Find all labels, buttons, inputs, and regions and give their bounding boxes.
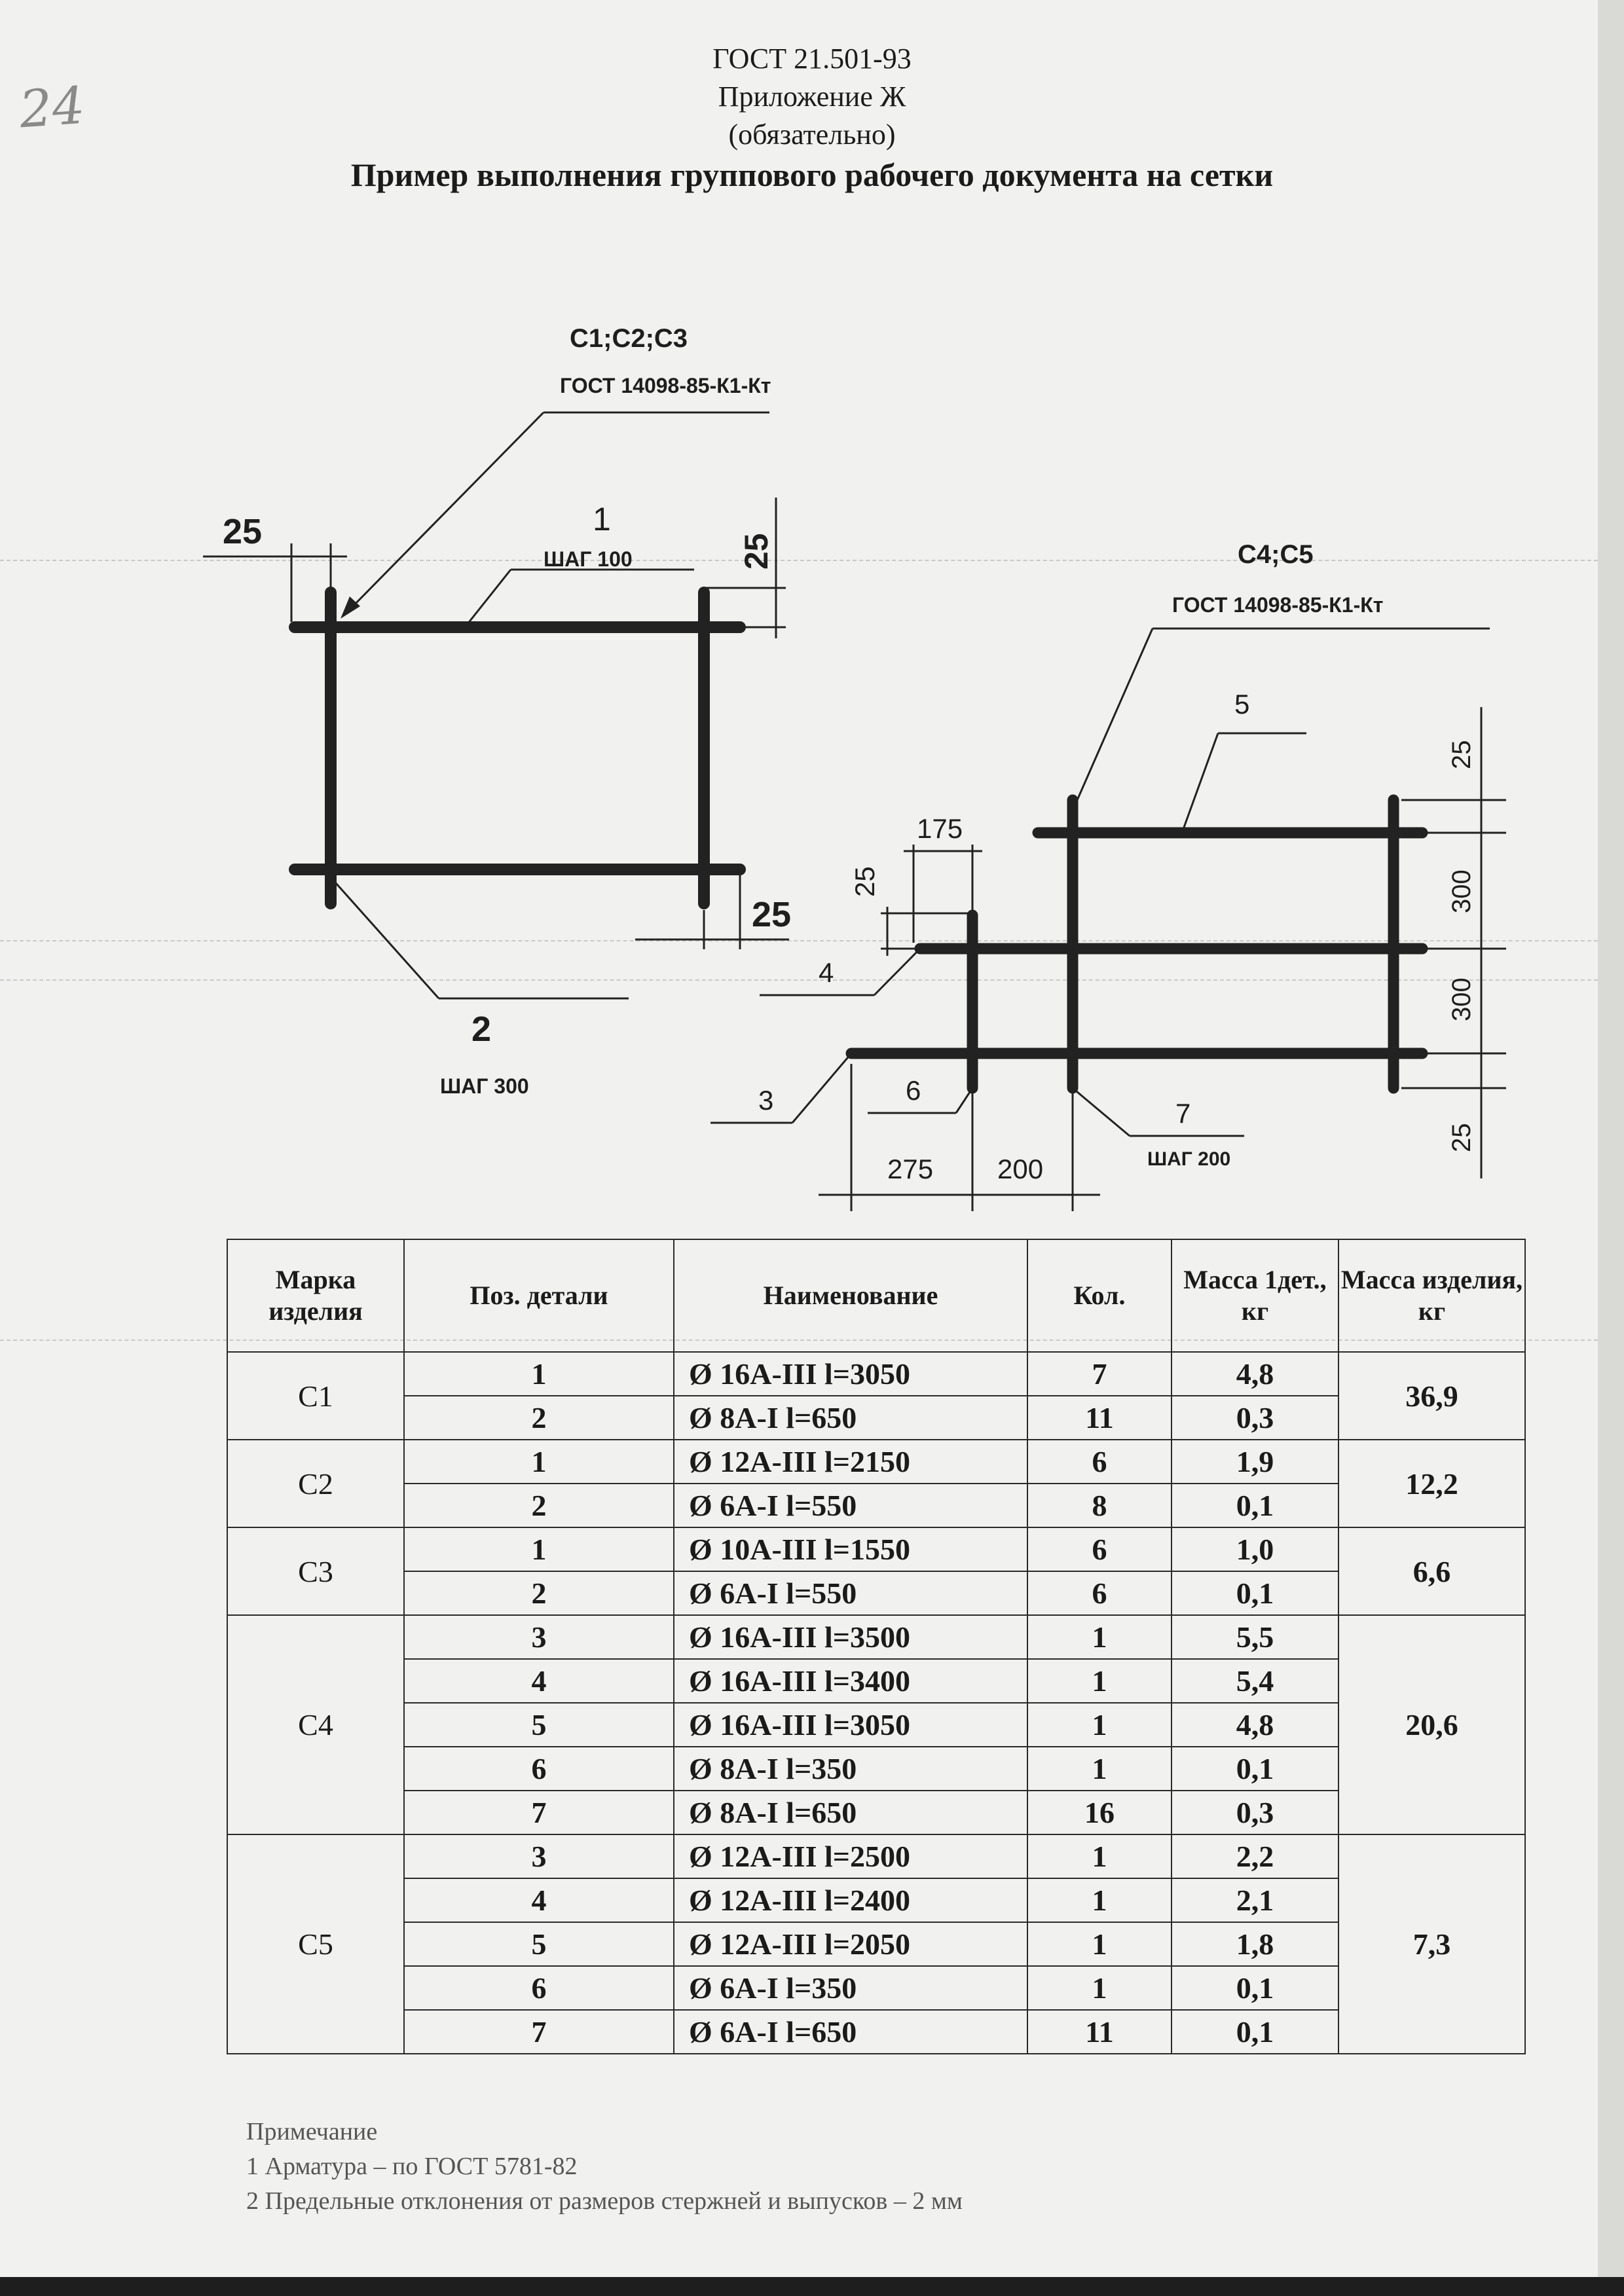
specification-table (227, 1239, 1526, 2054)
table-row (227, 1747, 1525, 1791)
detail-name: Ø 16А-III l=3050 (674, 1703, 1027, 1747)
right-pos-7: 7 (1175, 1098, 1191, 1129)
mesh-drawings (0, 282, 1598, 1224)
scan-bottom-edge (0, 2277, 1624, 2296)
left-mesh-drawing (203, 412, 792, 998)
note-item: 2 Предельные отклонения от размеров стержней и выпусков – 2 мм (246, 2187, 963, 2215)
right-pos-5: 5 (1234, 689, 1250, 720)
product-mass: 7,3 (1338, 1834, 1525, 2054)
detail-qty: 6 (1027, 1571, 1172, 1615)
product-mark: С1 (227, 1352, 404, 1440)
detail-name: Ø 6А-I l=550 (674, 1484, 1027, 1527)
product-mass: 36,9 (1338, 1352, 1525, 1440)
detail-name: Ø 10А-III l=1550 (674, 1527, 1027, 1571)
right-standard-label: ГОСТ 14098-85-К1-Кт (1172, 593, 1384, 617)
detail-name: Ø 12А-III l=2500 (674, 1834, 1027, 1878)
detail-qty: 1 (1027, 1747, 1172, 1791)
detail-mass: 0,1 (1172, 1571, 1338, 1615)
detail-mass: 0,1 (1172, 1484, 1338, 1527)
detail-qty: 1 (1027, 1834, 1172, 1878)
detail-pos: 6 (404, 1966, 674, 2010)
detail-mass: 1,9 (1172, 1440, 1338, 1484)
detail-name: Ø 16А-III l=3050 (674, 1352, 1027, 1396)
product-mark: С2 (227, 1440, 404, 1527)
detail-mass: 4,8 (1172, 1703, 1338, 1747)
table-row (227, 1527, 1525, 1571)
detail-mass: 2,1 (1172, 1878, 1338, 1922)
right-pos-6: 6 (906, 1075, 921, 1106)
header-mark: Марка изделия (227, 1239, 404, 1352)
detail-mass: 0,1 (1172, 2010, 1338, 2054)
detail-name: Ø 6А-I l=550 (674, 1571, 1027, 1615)
detail-pos: 1 (404, 1527, 674, 1571)
detail-pos: 3 (404, 1834, 674, 1878)
detail-qty: 1 (1027, 1966, 1172, 2010)
table-row (227, 1703, 1525, 1747)
product-mass: 6,6 (1338, 1527, 1525, 1615)
table-header-row (227, 1239, 1525, 1352)
detail-name: Ø 8А-I l=350 (674, 1747, 1027, 1791)
header-mass-product: Масса изделия, кг (1338, 1239, 1525, 1352)
detail-name: Ø 6А-I l=350 (674, 1966, 1027, 2010)
table-row (227, 1834, 1525, 1878)
detail-mass: 4,8 (1172, 1352, 1338, 1396)
detail-qty: 1 (1027, 1922, 1172, 1966)
detail-mass: 2,2 (1172, 1834, 1338, 1878)
header-name: Наименование (674, 1239, 1027, 1352)
notes-block (246, 2115, 963, 2219)
detail-pos: 1 (404, 1440, 674, 1484)
detail-qty: 6 (1027, 1440, 1172, 1484)
header-mass-detail: Масса 1дет., кг (1172, 1239, 1338, 1352)
detail-name: Ø 12А-III l=2400 (674, 1878, 1027, 1922)
notes-heading: Примечание (246, 2118, 378, 2145)
left-step-1: ШАГ 100 (544, 547, 633, 571)
right-dim-275: 275 (887, 1154, 934, 1184)
detail-pos: 2 (404, 1484, 674, 1527)
detail-pos: 2 (404, 1571, 674, 1615)
product-mark: С3 (227, 1527, 404, 1615)
detail-pos: 4 (404, 1878, 674, 1922)
left-marks-label: С1;С2;С3 (570, 324, 688, 353)
detail-pos: 6 (404, 1747, 674, 1791)
product-mass: 20,6 (1338, 1615, 1525, 1834)
table-row (227, 1878, 1525, 1922)
detail-name: Ø 12А-III l=2150 (674, 1440, 1027, 1484)
right-pos-4: 4 (819, 957, 834, 988)
left-dim-bottom-right: 25 (752, 895, 792, 934)
detail-mass: 5,5 (1172, 1615, 1338, 1659)
right-dim-300-a: 300 (1447, 869, 1476, 913)
right-step-7: ШАГ 200 (1147, 1148, 1231, 1170)
product-mark: С4 (227, 1615, 404, 1834)
table-row (227, 1440, 1525, 1484)
left-dim-top-right: 25 (738, 533, 775, 570)
product-mark: С5 (227, 1834, 404, 2054)
header-standard: ГОСТ 21.501-93 (712, 43, 912, 75)
table-row (227, 2010, 1525, 2054)
document-title: Пример выполнения группового рабочего документа на сетки (350, 156, 1274, 193)
left-pos-2: 2 (471, 1010, 492, 1049)
table-row (227, 1966, 1525, 2010)
table-row (227, 1922, 1525, 1966)
detail-pos: 5 (404, 1922, 674, 1966)
detail-pos: 7 (404, 1791, 674, 1834)
table-row (227, 1615, 1525, 1659)
detail-qty: 7 (1027, 1352, 1172, 1396)
detail-pos: 1 (404, 1352, 674, 1396)
detail-qty: 1 (1027, 1659, 1172, 1703)
right-dim-25-left: 25 (849, 866, 880, 897)
table-row (227, 1484, 1525, 1527)
detail-pos: 2 (404, 1396, 674, 1440)
right-mesh-labels (758, 540, 1476, 1184)
header-qty: Кол. (1027, 1239, 1172, 1352)
left-standard-label: ГОСТ 14098-85-К1-Кт (560, 374, 771, 397)
right-dim-175: 175 (917, 813, 963, 844)
detail-name: Ø 16А-III l=3400 (674, 1659, 1027, 1703)
detail-mass: 0,3 (1172, 1396, 1338, 1440)
detail-qty: 16 (1027, 1791, 1172, 1834)
handwritten-page-number: 24 (17, 76, 87, 140)
detail-pos: 7 (404, 2010, 674, 2054)
detail-name: Ø 8А-I l=650 (674, 1791, 1027, 1834)
right-dim-300-b: 300 (1447, 977, 1476, 1021)
detail-name: Ø 12А-III l=2050 (674, 1922, 1027, 1966)
detail-pos: 5 (404, 1703, 674, 1747)
table-row (227, 1571, 1525, 1615)
detail-mass: 0,3 (1172, 1791, 1338, 1834)
product-mass: 12,2 (1338, 1440, 1525, 1527)
detail-name: Ø 8А-I l=650 (674, 1396, 1027, 1440)
table-row (227, 1659, 1525, 1703)
table-row (227, 1352, 1525, 1396)
detail-name: Ø 6А-I l=650 (674, 2010, 1027, 2054)
scan-page-edge (1598, 0, 1624, 2296)
left-step-2: ШАГ 300 (440, 1074, 529, 1098)
table-row (227, 1396, 1525, 1440)
right-dim-25-top: 25 (1447, 740, 1476, 769)
detail-mass: 1,8 (1172, 1922, 1338, 1966)
header-status: (обязательно) (728, 118, 896, 151)
header-pos: Поз. детали (404, 1239, 674, 1352)
left-dim-top-left: 25 (223, 512, 263, 551)
detail-qty: 1 (1027, 1703, 1172, 1747)
detail-qty: 1 (1027, 1615, 1172, 1659)
detail-pos: 4 (404, 1659, 674, 1703)
left-pos-1: 1 (593, 501, 611, 538)
table-row (227, 1791, 1525, 1834)
detail-qty: 1 (1027, 1878, 1172, 1922)
right-dim-25-bottom: 25 (1447, 1123, 1476, 1152)
detail-qty: 8 (1027, 1484, 1172, 1527)
detail-mass: 1,0 (1172, 1527, 1338, 1571)
detail-mass: 5,4 (1172, 1659, 1338, 1703)
detail-pos: 3 (404, 1615, 674, 1659)
detail-qty: 6 (1027, 1527, 1172, 1571)
right-marks-label: С4;С5 (1238, 540, 1314, 569)
detail-mass: 0,1 (1172, 1966, 1338, 2010)
right-mesh-drawing (710, 629, 1506, 1211)
detail-name: Ø 16А-III l=3500 (674, 1615, 1027, 1659)
header-appendix: Приложение Ж (718, 81, 906, 113)
detail-qty: 11 (1027, 2010, 1172, 2054)
detail-mass: 0,1 (1172, 1747, 1338, 1791)
note-item: 1 Арматура – по ГОСТ 5781-82 (246, 2153, 578, 2181)
detail-qty: 11 (1027, 1396, 1172, 1440)
right-dim-200: 200 (997, 1154, 1044, 1184)
right-pos-3: 3 (758, 1085, 774, 1116)
